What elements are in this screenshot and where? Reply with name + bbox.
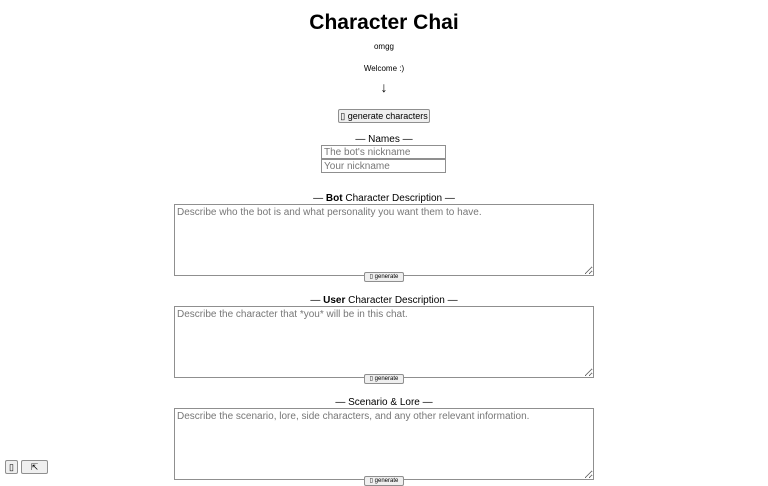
- scenario-label: — Scenario & Lore —: [335, 397, 433, 408]
- corner-expand-button[interactable]: ⇱: [21, 460, 48, 474]
- scenario-generate-button[interactable]: ▯ generate: [364, 476, 404, 486]
- bot-description-label: — Bot Character Description —: [313, 193, 455, 204]
- subtitle: omgg: [373, 42, 394, 51]
- user-description-textarea[interactable]: [174, 306, 594, 378]
- page-title: Character Chai: [309, 11, 459, 34]
- down-arrow-icon: ↓: [380, 79, 388, 95]
- generate-icon: ▯: [340, 111, 346, 121]
- generate-characters-label: generate characters: [347, 111, 428, 121]
- corner-left-button[interactable]: ▯: [5, 460, 18, 474]
- bot-description-textarea[interactable]: [174, 204, 594, 276]
- generate-characters-button[interactable]: [338, 109, 430, 123]
- scenario-textarea[interactable]: [174, 408, 594, 480]
- bot-generate-button[interactable]: ▯ generate: [364, 272, 404, 282]
- user-description-label: — User Character Description —: [310, 295, 458, 306]
- welcome-text: Welcome :): [363, 64, 405, 73]
- names-label: — Names —: [355, 134, 413, 145]
- user-generate-button[interactable]: ▯ generate: [364, 374, 404, 384]
- user-nickname-input[interactable]: [321, 159, 446, 173]
- bot-nickname-input[interactable]: [321, 145, 446, 159]
